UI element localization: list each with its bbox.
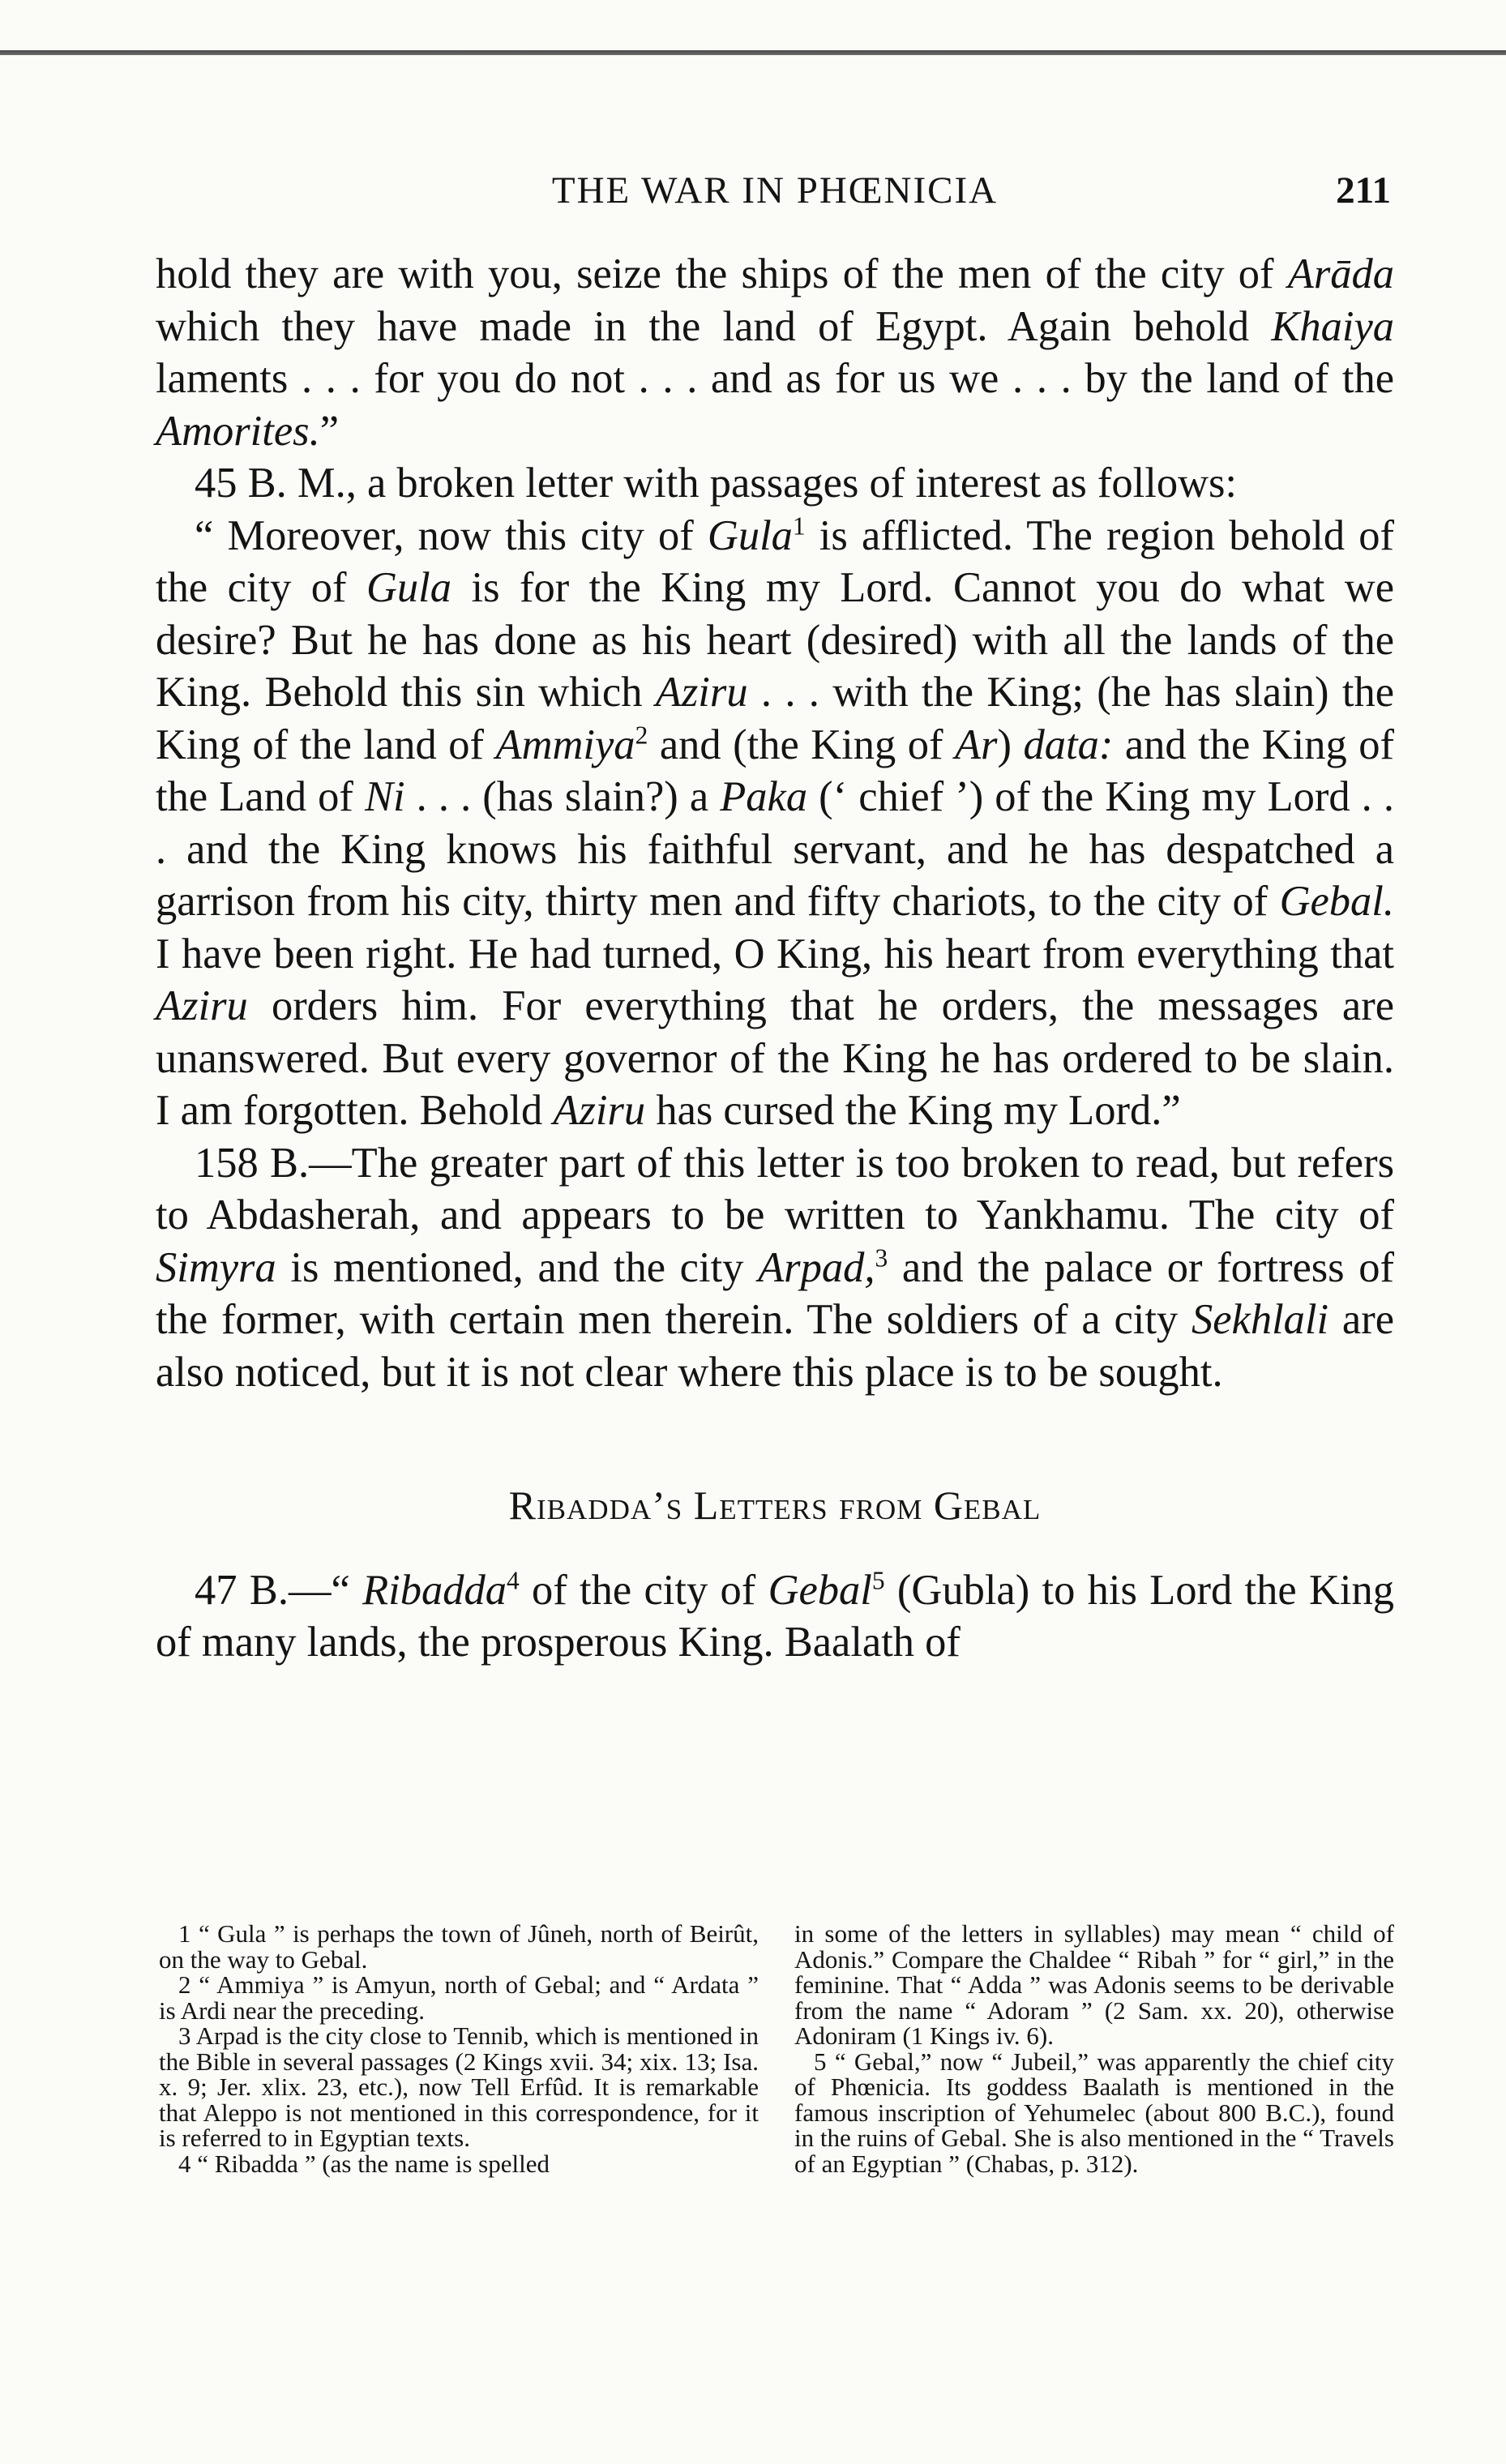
italic-term: Paka (720, 773, 808, 820)
italic-term: Aziru (156, 982, 248, 1029)
footnote-4-continued: in some of the letters in syllables) may mean “ child of Adonis.” Compare the Chaldee “ Ribah ” for “ girl,” in the feminine. That “ Adda ” was Adonis seems to be derivable from the name “ Adoram ” (2 Sam. xx. 20), otherwise Adoniram (1 Kings iv. 6). (794, 1919, 1394, 2050)
italic-term: Ni (364, 773, 405, 820)
text-run: is mentioned, and the city (276, 1243, 759, 1291)
footnote-2: 2 “ Ammiya ” is Amyun, north of Gebal; and “ Ardata ” is Ardi near the preceding. (159, 1970, 759, 2025)
footnote-ref: 1 (792, 511, 806, 540)
paragraph-continuation (156, 248, 1394, 457)
italic-term: Gula (707, 511, 793, 559)
footnote-ref: 5 (871, 1566, 885, 1594)
italic-term: data: (1023, 721, 1114, 768)
text-run: 158 B.—The greater part of this letter is too broken to read, but refers to Abdasherah, and appears to be written to Yankhamu. The city of (156, 1139, 1394, 1238)
text-run: “ Moreover, now this city of (195, 511, 708, 559)
text-run: (Gubla) to his Lord the King of many lands, the prosperous King. Baalath of (156, 1566, 1394, 1666)
text-run: are also noticed, but it is not clear where this place is to be sought. (156, 1296, 1394, 1396)
italic-term: Sekhlali (1191, 1296, 1329, 1343)
text-run: and the palace or fortress of the former, with certain men therein. The soldiers of a city (156, 1243, 1394, 1343)
italic-term: Ribadda (362, 1566, 507, 1614)
text-run: 47 B.—“ (195, 1566, 363, 1614)
text-run: hold they are with you, seize the ships of the men of the city of (156, 250, 1288, 297)
text-run: is afflicted. The region behold of the city of (156, 511, 1394, 611)
italic-term: Simyra (156, 1243, 276, 1291)
text-run: laments . . . for you do not . . . and as for us we . . . by the land of the (156, 355, 1394, 402)
footnote-column-right (794, 1921, 1394, 2176)
italic-term: Arpad, (758, 1243, 875, 1291)
text-run: is for the King my Lord. Cannot you do what we desire? But he has done as his heart (desired) with all the lands of the King. Behold this sin which (156, 564, 1394, 716)
footnote-3: 3 Arpad is the city close to Tennib, which is mentioned in the Bible in several passages (2 Kings xvii. 34; xix. 13; Isa. x. 9; Jer. xlix. 23, etc.), now Tell Erfûd. It is remarkable that Aleppo is not mentioned in this correspondence, for it is referred to in Egyptian texts. (159, 2021, 759, 2152)
italic-term: Aziru (553, 1087, 646, 1134)
main-text (156, 248, 1394, 1669)
italic-term: Aziru (655, 669, 748, 716)
text-run: orders him. For everything that he orders, the messages are unanswered. But every governor of the King he has ordered to be slain. I am forgotten. Behold (156, 982, 1394, 1134)
footnote-ref: 4 (506, 1566, 520, 1594)
footnote-column-left (159, 1921, 759, 2176)
text-run: ” (319, 407, 340, 455)
italic-term: Gebal. (1279, 878, 1394, 925)
text-run: . . . (has slain?) a (404, 773, 721, 820)
italic-term: Amorites. (156, 407, 320, 455)
italic-term: Ar (954, 721, 998, 768)
italic-term: Khaiya (1271, 302, 1394, 350)
footnote-ref: 3 (875, 1243, 888, 1272)
footnote-5: 5 “ Gebal,” now “ Jubeil,” was apparently the chief city of Phœnicia. Its goddess Baalath is mentioned in the famous inscription of Yehumelec (about 800 B.C.), found in the ruins of Gebal. She is also mentioned in the “ Travels of an Egyptian ” (Chabas, p. 312). (794, 2047, 1394, 2178)
text-run: and (the King of (648, 721, 955, 768)
section-heading: Ribadda’s Letters from Gebal (508, 1482, 1042, 1528)
text-run: of the city of (519, 1566, 768, 1614)
footnote-ref: 2 (635, 721, 648, 749)
footnote-4-start: 4 “ Ribadda ” (as the name is spelled (178, 2149, 550, 2178)
text-run: which they have made in the land of Egypt. Again behold (156, 302, 1272, 350)
paragraph-47b (156, 1564, 1394, 1669)
page-header (159, 162, 1391, 219)
page-number: 211 (1336, 169, 1391, 212)
text-run: I have been right. He had turned, O King, his heart from everything that (156, 930, 1394, 977)
running-title: THE WAR IN PHŒNICIA (551, 169, 999, 212)
italic-term: Arāda (1287, 250, 1394, 297)
text-run: and the King of the Land of (156, 721, 1394, 820)
paragraph-45bm: 45 B. M., a broken letter with passages of interest as follows: (195, 460, 1237, 507)
footnotes (159, 1921, 1394, 2176)
italic-term: Gebal (768, 1566, 872, 1614)
text-run: (‘ chief ’) of the King my Lord . . . and the King knows his faithful servant, and he has despatched a garrison from his city, thirty men and fifty chariots, to the city of (156, 773, 1394, 925)
text-run: has cursed the King my Lord.” (645, 1087, 1181, 1134)
text-run: ) (997, 721, 1024, 768)
footnote-1: 1 “ Gula ” is perhaps the town of Jûneh, north of Beirût, on the way to Gebal. (159, 1919, 759, 1974)
italic-term: Gula (366, 564, 452, 611)
text-run: . . . with the King; (he has slain) the King of the land of (156, 669, 1394, 768)
page-top-edge (0, 50, 1506, 55)
paragraph-158b (156, 1137, 1394, 1399)
italic-term: Ammiya (495, 721, 635, 768)
paragraph-letter-quote (156, 510, 1394, 1137)
